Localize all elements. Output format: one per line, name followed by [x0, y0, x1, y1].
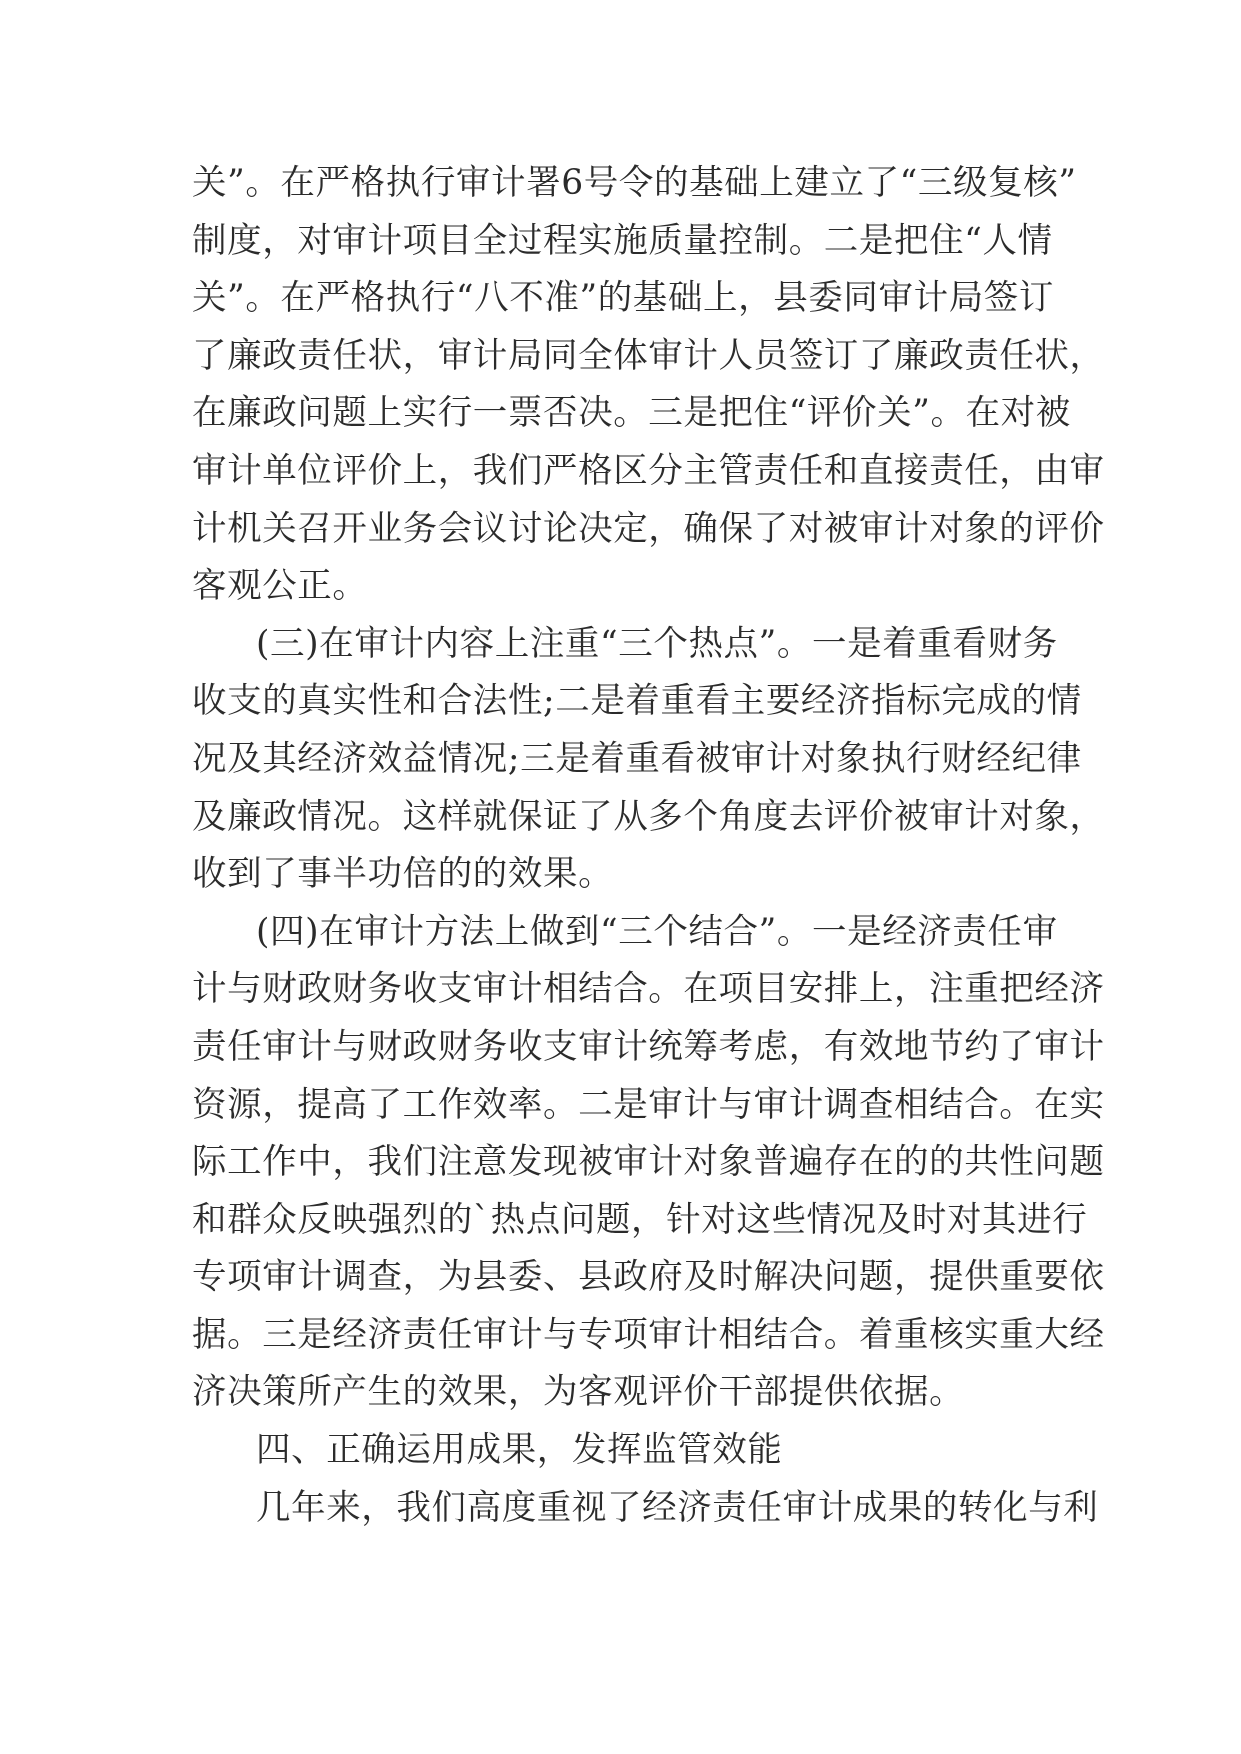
text-line: 收到了事半功倍的的效果。 [192, 854, 614, 895]
text-line: 和群众反映强烈的`热点问题，针对这些情况及时对其进行 [192, 1199, 1088, 1240]
document-body [192, 155, 1105, 1537]
paragraph-first-line: 几年来，我们高度重视了经济责任审计成果的转化与利 [256, 1487, 1099, 1528]
text-line: 了廉政责任状，审计局同全体审计人员签订了廉政责任状， [192, 335, 1105, 376]
text-line: 济决策所产生的效果，为客观评价干部提供依据。 [192, 1372, 965, 1413]
text-line: 审计单位评价上，我们严格区分主管责任和直接责任，由审 [192, 450, 1105, 491]
text-line: 在廉政问题上实行一票否决。三是把住“评价关”。在对被 [192, 393, 1071, 434]
text-line: 资源，提高了工作效率。二是审计与审计调查相结合。在实 [192, 1084, 1105, 1125]
text-line: 计机关召开业务会议讨论决定，确保了对被审计对象的评价 [192, 508, 1105, 549]
paragraph-first-line: (四)在审计方法上做到“三个结合”。一是经济责任审 [256, 911, 1058, 952]
text-line: 制度，对审计项目全过程实施质量控制。二是把住“人情 [192, 220, 1053, 261]
text-line: 专项审计调查，为县委、县政府及时解决问题，提供重要依 [192, 1257, 1105, 1298]
text-line: 关”。在严格执行“八不准”的基础上，县委同审计局签订 [192, 278, 1055, 319]
paragraph-first-line: (三)在审计内容上注重“三个热点”。一是着重看财务 [256, 623, 1058, 664]
paragraph-first-line: 四、正确运用成果，发挥监管效能 [256, 1430, 783, 1471]
text-line: 据。三是经济责任审计与专项审计相结合。着重核实重大经 [192, 1314, 1105, 1355]
text-line: 际工作中，我们注意发现被审计对象普遍存在的的共性问题 [192, 1142, 1105, 1183]
text-line: 关”。在严格执行审计署6号令的基础上建立了“三级复核” [192, 163, 1077, 203]
text-line: 收支的真实性和合法性;二是着重看主要经济指标完成的情 [192, 681, 1082, 722]
text-line: 客观公正。 [192, 566, 368, 607]
text-line: 计与财政财务收支审计相结合。在项目安排上，注重把经济 [192, 969, 1105, 1010]
text-line: 责任审计与财政财务收支审计统筹考虑，有效地节约了审计 [192, 1026, 1105, 1067]
text-line: 及廉政情况。这样就保证了从多个角度去评价被审计对象， [192, 796, 1105, 837]
text-line: 况及其经济效益情况;三是着重看被审计对象执行财经纪律 [192, 738, 1082, 779]
